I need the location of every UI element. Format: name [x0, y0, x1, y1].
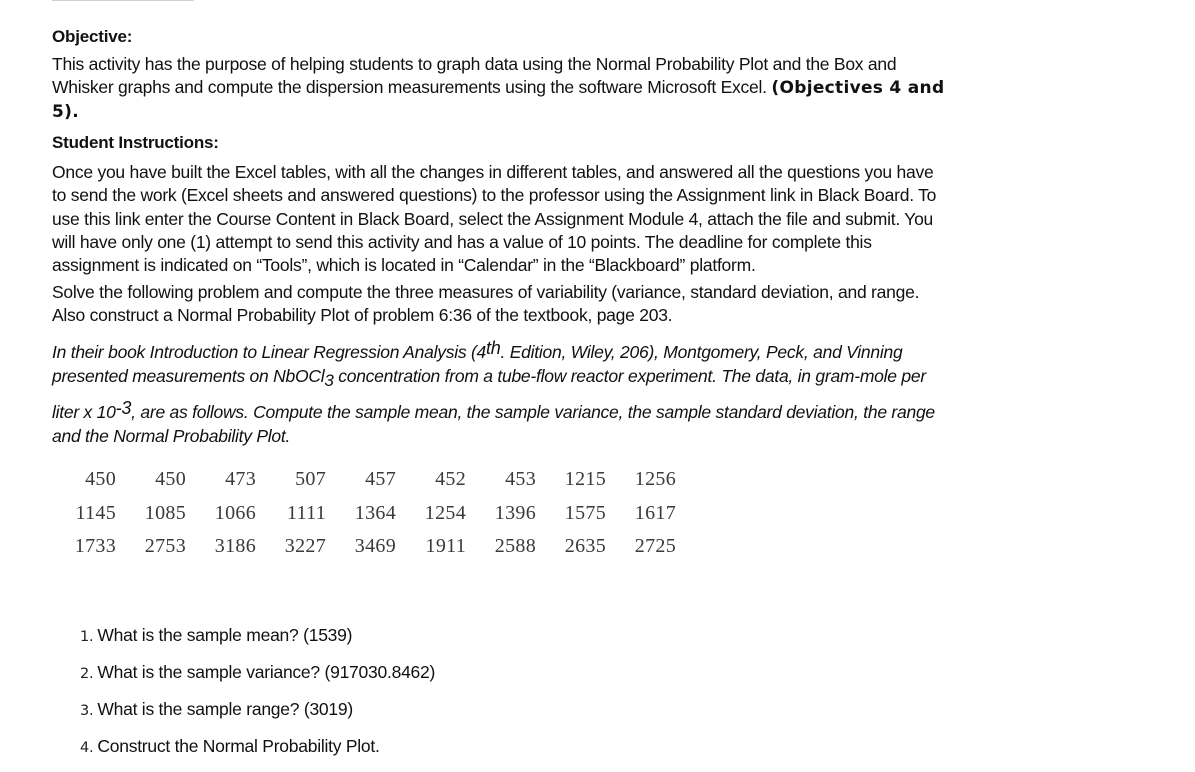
data-cell: 2588 [494, 535, 536, 558]
data-cell: 473 [225, 468, 256, 491]
measurement-data-table [68, 463, 676, 564]
instructions-line-3: use this link enter the Course Content in Black Board, select the Assignment Module 4, attach the file and submit. You [52, 208, 934, 229]
edition-superscript: th [486, 338, 501, 358]
data-cell: 457 [365, 468, 396, 491]
data-cell: 1215 [564, 468, 606, 491]
problem-line-1a: In their book Introduction to Linear Regression Analysis (4 [52, 342, 487, 362]
chemical-subscript: 3 [324, 371, 334, 390]
data-cell: 1364 [354, 501, 396, 524]
problem-line-2a: presented measurements on NbOCl [52, 366, 325, 386]
data-cell: 1575 [564, 501, 606, 524]
objective-heading: Objective: [52, 27, 133, 46]
problem-line-1b: . Edition, Wiley, 206), Montgomery, Peck, and Vinning [500, 342, 903, 362]
question-text: What is the sample mean? (1539) [97, 625, 353, 645]
data-cell: 2753 [144, 535, 186, 558]
question-text: What is the sample variance? (917030.8462) [97, 662, 436, 682]
problem-line-4: and the Normal Probability Plot. [52, 426, 291, 446]
question-item [80, 624, 435, 661]
task-paragraph [52, 281, 919, 328]
problem-line-2 [52, 364, 935, 388]
data-cell: 1733 [74, 535, 116, 558]
objective-line-2-text: Whisker graphs and compute the dispersion measurements using the software Microsoft Excel. [52, 77, 772, 98]
data-cell: 3469 [354, 535, 396, 558]
data-cell: 452 [435, 468, 466, 491]
data-row [68, 497, 676, 531]
problem-line-2b: concentration from a tube-flow reactor experiment. The data, in gram-mole per [333, 366, 926, 386]
data-cell: 1396 [494, 501, 536, 524]
data-cell: 1085 [144, 501, 186, 524]
problem-line-3a: liter x 10 [52, 402, 116, 422]
data-cell: 507 [295, 468, 326, 491]
question-text: What is the sample range? (3019) [97, 699, 353, 719]
problem-paragraph [52, 340, 935, 448]
question-number: 3. [80, 703, 94, 719]
question-item [80, 735, 435, 772]
objective-paragraph [52, 53, 944, 124]
objectives-reference-end: 5). [52, 101, 79, 122]
top-divider [52, 0, 194, 1]
question-number: 1. [80, 629, 94, 645]
data-cell: 3227 [284, 535, 326, 558]
question-item [80, 661, 435, 698]
problem-line-3b: , are as follows. Compute the sample mean, the sample variance, the sample standard deviation, the range [131, 402, 935, 422]
data-row [68, 463, 676, 497]
question-number: 4. [80, 740, 94, 756]
task-line-1: Solve the following problem and compute the three measures of variability (variance, standard deviation, and range. [52, 282, 920, 302]
data-row [68, 530, 676, 564]
instructions-heading: Student Instructions: [52, 133, 219, 152]
instructions-line-2: to send the work (Excel sheets and answered questions) to the professor using the Assignment link in Black Board. To [52, 185, 937, 206]
objective-line-1: This activity has the purpose of helping students to graph data using the Normal Probability Plot and the Box and [52, 54, 897, 74]
problem-line-3 [52, 400, 935, 424]
data-cell: 2635 [564, 535, 606, 558]
exponent-superscript: -3 [115, 398, 132, 418]
data-cell: 1145 [75, 501, 116, 524]
task-line-2: Also construct a Normal Probability Plot of problem 6:36 of the textbook, page 203. [52, 305, 673, 326]
data-cell: 3186 [214, 535, 256, 558]
data-cell: 1066 [214, 501, 256, 524]
question-text: Construct the Normal Probability Plot. [97, 736, 380, 756]
instructions-line-1: Once you have built the Excel tables, with all the changes in different tables, and answered all the questions you have [52, 162, 934, 182]
objective-line-2 [52, 76, 944, 100]
problem-line-1 [52, 340, 935, 364]
data-cell: 1617 [634, 501, 676, 524]
question-item [80, 698, 435, 735]
question-list [80, 624, 435, 772]
data-cell: 453 [505, 468, 536, 491]
data-cell: 1911 [425, 535, 466, 558]
data-cell: 1111 [287, 501, 326, 524]
objectives-reference: (Objectives 4 and [771, 78, 945, 99]
data-cell: 1254 [424, 501, 466, 524]
instructions-line-4: will have only one (1) attempt to send this activity and has a value of 10 points. The deadline for complete this [52, 231, 872, 252]
instructions-line-5: assignment is indicated on “Tools”, which is located in “Calendar” in the “Blackboard” platform. [52, 255, 756, 276]
data-cell: 2725 [634, 535, 676, 558]
data-cell: 450 [85, 468, 116, 491]
data-cell: 1256 [634, 468, 676, 491]
instructions-paragraph [52, 161, 936, 277]
question-number: 2. [80, 666, 94, 682]
data-cell: 450 [155, 468, 186, 491]
